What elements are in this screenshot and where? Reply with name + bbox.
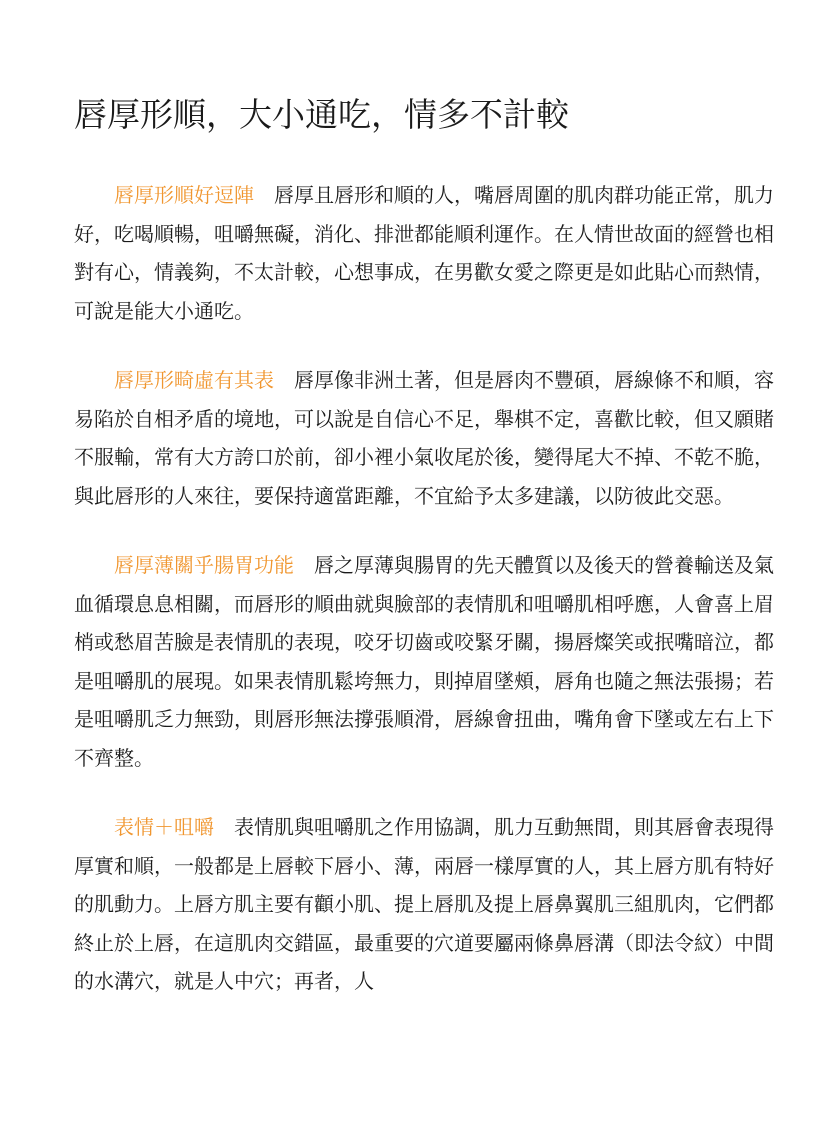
section-4-body: 表情肌與咀嚼肌之作用協調，肌力互動無間，則其唇會表現得厚實和順，一般都是上唇較下唇小、薄，兩唇一樣厚實的人，其上唇方肌有特好的肌動力。上唇方肌主要有顴小肌、提上唇肌及提上唇鼻翼肌三組肌肉，它們都終止於上唇，在這肌肉交錯區，最重要的穴道要屬兩條鼻唇溝（即法令紋）中間的水溝穴，就是人中穴；再者，人 bbox=[74, 815, 774, 993]
section-4-heading: 表情＋咀嚼 bbox=[114, 815, 214, 839]
section-2-heading: 唇厚形畸虛有其表 bbox=[114, 368, 274, 392]
document-page bbox=[74, 90, 774, 1032]
section-3-heading: 唇厚薄關乎腸胃功能 bbox=[114, 553, 294, 577]
section-1 bbox=[74, 176, 774, 330]
section-1-heading: 唇厚形順好逗陣 bbox=[114, 183, 254, 207]
page-title: 唇厚形順，大小通吃，情多不計較 bbox=[74, 95, 569, 134]
section-2-body: 唇厚像非洲土著，但是唇肉不豐碩，唇線條不和順，容易陷於自相矛盾的境地，可以說是自信心不足，舉棋不定，喜歡比較，但又願賭不服輸，常有大方誇口於前，卻小裡小氣收尾於後，變得尾大不掉、不乾不脆，與此唇形的人來往，要保持適當距離，不宜給予太多建議，以防彼此交惡。 bbox=[74, 368, 774, 508]
section-3 bbox=[74, 546, 774, 777]
section-3-body: 唇之厚薄與腸胃的先天體質以及後天的營養輸送及氣血循環息息相關，而唇形的順曲就與臉部的表情肌和咀嚼肌相呼應，人會喜上眉梢或愁眉苦臉是表情肌的表現，咬牙切齒或咬緊牙關，揚唇燦笑或抿嘴暗泣，都是咀嚼肌的展現。如果表情肌鬆垮無力，則掉眉墜頰，唇角也隨之無法張揚；若是咀嚼肌乏力無勁，則唇形無法撐張順滑，唇線會扭曲，嘴角會下墜或左右上下不齊整。 bbox=[74, 553, 774, 770]
section-4 bbox=[74, 808, 774, 1001]
section-1-body: 唇厚且唇形和順的人，嘴唇周圍的肌肉群功能正常，肌力好，吃喝順暢，咀嚼無礙，消化、排泄都能順利運作。在人情世故面的經營也相對有心，情義夠，不太計較，心想事成，在男歡女愛之際更是如此貼心而熱情，可說是能大小通吃。 bbox=[74, 183, 774, 323]
section-2 bbox=[74, 361, 774, 515]
